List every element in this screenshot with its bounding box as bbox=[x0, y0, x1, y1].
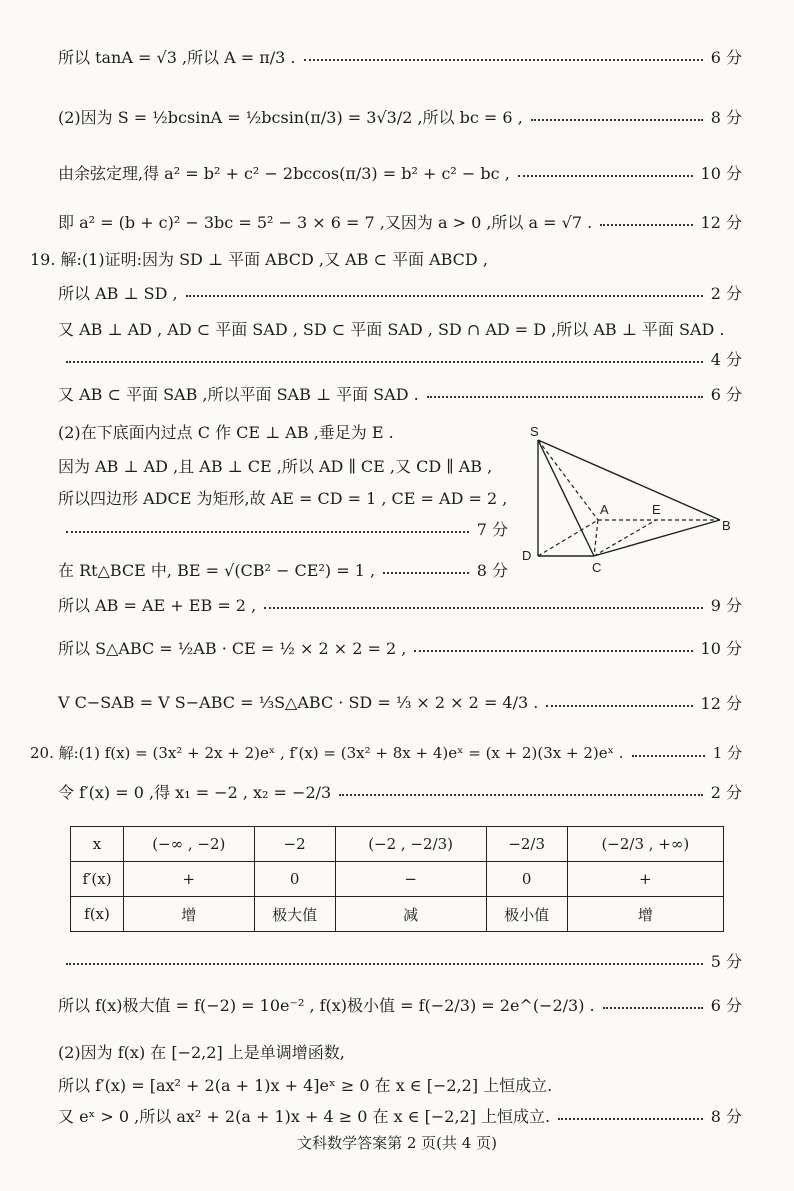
line-12: 所以四边形 ADCE 为矩形,故 AE = CD = 1 , CE = AD = 2 , bbox=[58, 489, 508, 508]
line-22: (2)因为 f(x) 在 [−2,2] 上是单调增函数, bbox=[58, 1043, 345, 1062]
line-2: (2)因为 S = ½bcsinA = ½bcsin(π/3) = 3√3/2 ,所以 bc = 6 , 8 分 bbox=[58, 102, 742, 130]
sign-table bbox=[70, 826, 724, 932]
line-17: V C−SAB = V S−ABC = ⅓S△ABC · SD = ⅓ × 2 × 2 = 4/3 . 12 分 bbox=[58, 692, 742, 713]
line-24: 又 eˣ > 0 ,所以 ax² + 2(a + 1)x + 4 ≥ 0 在 x ∈ [−2,2] 上恒成立. 8 分 bbox=[58, 1101, 742, 1129]
score: 12 分 bbox=[700, 693, 742, 713]
score: 5 分 bbox=[710, 951, 742, 971]
line-8 bbox=[58, 344, 742, 372]
score: 8 分 bbox=[710, 107, 742, 127]
score: 6 分 bbox=[710, 995, 742, 1015]
label-s: S bbox=[530, 424, 539, 439]
line-14: 在 Rt△BCE 中, BE = √(CB² − CE²) = 1 , 8 分 bbox=[58, 555, 508, 583]
line-20 bbox=[58, 946, 742, 974]
line-15: 所以 AB = AE + EB = 2 , 9 分 bbox=[58, 590, 742, 618]
label-b: B bbox=[722, 518, 731, 533]
score: 6 分 bbox=[710, 384, 742, 404]
table-row: f′(x) + 0 − 0 + bbox=[71, 862, 724, 897]
score: 10 分 bbox=[700, 163, 742, 183]
line-13 bbox=[58, 514, 508, 542]
score: 10 分 bbox=[700, 638, 742, 658]
label-a: A bbox=[600, 502, 609, 517]
edge-ce bbox=[594, 520, 656, 556]
line-19: 令 f′(x) = 0 ,得 x₁ = −2 , x₂ = −2/3 2 分 bbox=[58, 777, 742, 805]
score: 6 分 bbox=[710, 47, 742, 67]
line-18: 20. 解:(1) f(x) = (3x² + 2x + 2)eˣ , f′(x) = (3x² + 8x + 4)eˣ = (x + 2)(3x + 2)eˣ . 1 分 bbox=[30, 743, 742, 762]
line-10: (2)在下底面内过点 C 作 CE ⊥ AB ,垂足为 E . bbox=[58, 423, 394, 442]
score: 8 分 bbox=[710, 1106, 742, 1126]
line-23: 所以 f′(x) = [ax² + 2(a + 1)x + 4]eˣ ≥ 0 在 x ∈ [−2,2] 上恒成立. bbox=[58, 1076, 553, 1095]
edge-sb bbox=[538, 440, 720, 520]
pyramid-figure bbox=[516, 420, 746, 580]
line-11: 因为 AB ⊥ AD ,且 AB ⊥ CE ,所以 AD ∥ CE ,又 CD ∥ AB , bbox=[58, 457, 493, 476]
score: 12 分 bbox=[700, 212, 742, 232]
score: 8 分 bbox=[476, 560, 508, 580]
label-d: D bbox=[522, 548, 532, 563]
score: 7 分 bbox=[476, 519, 508, 539]
edge-ac bbox=[594, 520, 598, 556]
edge-sc bbox=[538, 440, 594, 556]
q19-intro: 19. 解:(1)证明:因为 SD ⊥ 平面 ABCD ,又 AB ⊂ 平面 ABCD , bbox=[30, 250, 488, 269]
edge-da bbox=[538, 520, 598, 556]
edge-cb bbox=[594, 520, 720, 556]
edge-sa bbox=[538, 440, 598, 520]
score: 4 分 bbox=[710, 349, 742, 369]
line-6: 所以 AB ⊥ SD , 2 分 bbox=[58, 278, 742, 306]
table-row: x (−∞ , −2) −2 (−2 , −2/3) −2/3 (−2/3 , +∞) bbox=[71, 827, 724, 862]
line-9: 又 AB ⊂ 平面 SAB ,所以平面 SAB ⊥ 平面 SAD . 6 分 bbox=[58, 379, 742, 407]
score: 2 分 bbox=[710, 782, 742, 802]
score: 2 分 bbox=[710, 283, 742, 303]
line-16: 所以 S△ABC = ½AB · CE = ½ × 2 × 2 = 2 , 10 分 bbox=[58, 633, 742, 661]
line-7: 又 AB ⊥ AD , AD ⊂ 平面 SAD , SD ⊂ 平面 SAD , SD ∩ AD = D ,所以 AB ⊥ 平面 SAD . bbox=[58, 320, 725, 339]
line-21: 所以 f(x)极大值 = f(−2) = 10e⁻² , f(x)极小值 = f(−2/3) = 2e^(−2/3) . 6 分 bbox=[58, 990, 742, 1018]
score: 9 分 bbox=[710, 595, 742, 615]
line-3: 由余弦定理,得 a² = b² + c² − 2bccos(π/3) = b² + c² − bc , 10 分 bbox=[58, 158, 742, 186]
line-1: 所以 tanA = √3 ,所以 A = π/3 . 6 分 bbox=[58, 42, 742, 70]
score: 1 分 bbox=[712, 743, 742, 762]
table-row: f(x) 增 极大值 减 极小值 增 bbox=[71, 897, 724, 932]
line-4: 即 a² = (b + c)² − 3bc = 5² − 3 × 6 = 7 ,又因为 a > 0 ,所以 a = √7 . 12 分 bbox=[58, 207, 742, 235]
label-c: C bbox=[592, 560, 602, 575]
page-footer: 文科数学答案第 2 页(共 4 页) bbox=[297, 1134, 497, 1152]
label-e: E bbox=[652, 502, 661, 517]
